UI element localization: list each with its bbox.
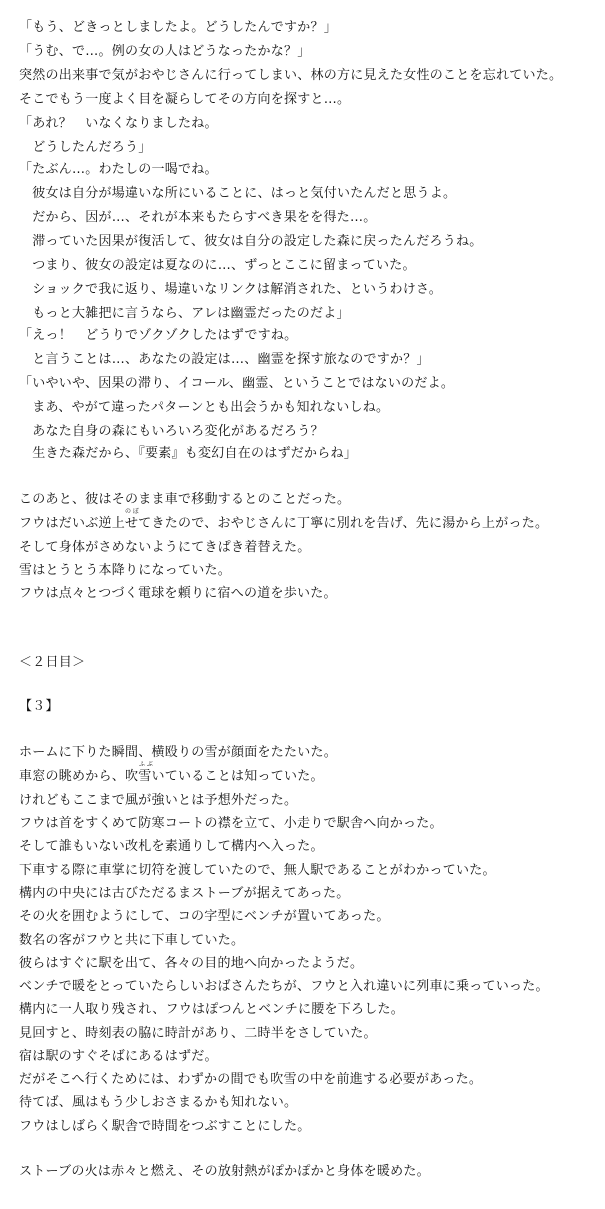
text-line: 彼女は自分が場違いな所にいることに、はっと気付いたんだと思うよ。 xyxy=(19,186,457,201)
text-line: そして誰もいない改札を素通りして構内へ入った。 xyxy=(19,839,324,854)
text-line: そして身体がさめないようにてきぱき着替えた。 xyxy=(19,540,311,555)
ruby-annotation: の ぼ xyxy=(125,508,139,515)
text-line: あなた自身の森にもいろいろ変化があるだろう？ xyxy=(19,424,324,439)
text-line: 彼らはすぐに駅を出て、各々の目的地へ向かったようだ。 xyxy=(19,956,364,971)
text-line: だから、因が…、それが本来もたらすべき果をを得た…。 xyxy=(19,210,377,225)
text-line: 「あれ？ いなくなりましたね。 xyxy=(19,116,218,131)
text-line: 滞っていた因果が復活して、彼女は自分の設定した森に戻ったんだろうね。 xyxy=(19,234,483,249)
text-line: 構内に一人取り残され、フウはぽつんとベンチに腰を下ろした。 xyxy=(19,1002,405,1017)
text-line: 「たぶん…。わたしの一喝でね。 xyxy=(19,162,218,177)
text-line: 生きた森だから、『要素』も変幻自在のはずだからね」 xyxy=(19,446,358,461)
text-line: その火を囲むようにして、コの字型にベンチが置いてあった。 xyxy=(19,909,390,924)
text-line: 宿は駅のすぐそばにあるはずだ。 xyxy=(19,1049,218,1064)
text-line: フウは首をすくめて防寒コートの襟を立て、小走りで駅舎へ向かった。 xyxy=(19,816,443,831)
text-line: 下車する際に車掌に切符を渡していたので、無人駅であることがわかっていた。 xyxy=(19,863,496,878)
text-line: 構内の中央には古びただるまストーブが据えてあった。 xyxy=(19,886,350,901)
text-line: つまり、彼女の設定は夏なのに…、ずっとここに留まっていた。 xyxy=(19,258,416,273)
text-line: 雪はとうとう本降りになっていた。 xyxy=(19,563,232,578)
text-line: と言うことは…、あなたの設定は…、幽霊を探す旅なのですか？」 xyxy=(19,352,430,367)
text-line: 数名の客がフウと共に下車していた。 xyxy=(19,933,245,948)
text-line: だがそこへ行くためには、わずかの間でも吹雪の中を前進する必要があった。 xyxy=(19,1072,483,1087)
text-line: けれどもここまで風が強いとは予想外だった。 xyxy=(19,793,298,808)
text-line: 見回すと、時刻表の脇に時計があり、二時半をさしていた。 xyxy=(19,1026,377,1041)
section-heading-chapter: 【３】 xyxy=(19,699,59,714)
text-line: そこでもう一度よく目を凝らしてその方向を探すと…。 xyxy=(19,92,351,107)
text-line: ベンチで暖をとっていたらしいおばさんたちが、フウと入れ違いに列車に乗っていった。 xyxy=(19,979,549,994)
text-line: フウは点々とつづく電球を頼りに宿への道を歩いた。 xyxy=(19,586,337,601)
text-line: もっと大雑把に言うなら、アレは幽霊だったのだよ」 xyxy=(19,306,350,321)
text-line: 「いやいや、因果の滞り、イコール、幽霊、ということではないのだよ。 xyxy=(19,376,455,391)
text-line: フウはだいぶ逆上せてきたので、おやじさんに丁寧に別れを告げ、先に湯から上がった。 xyxy=(19,516,549,531)
text-line: 待てば、風はもう少しおさまるかも知れない。 xyxy=(19,1095,298,1110)
text-line: 「えっ！ どうりでゾクゾクしたはずですね。 xyxy=(19,328,298,343)
ruby-annotation: ふ ぶ xyxy=(139,761,153,768)
text-line: どうしたんだろう」 xyxy=(19,140,152,155)
text-line: フウはしばらく駅舎で時間をつぶすことにした。 xyxy=(19,1119,311,1134)
text-line: 「もう、どきっとしましたよ。どうしたんですか？」 xyxy=(19,20,338,35)
text-line: ショックで我に返り、場違いなリンクは解消された、というわけさ。 xyxy=(19,282,442,297)
text-line: まあ、やがて違ったパターンとも出会うかも知れないしね。 xyxy=(19,400,390,415)
text-line: 車窓の眺めから、吹雪いていることは知っていた。 xyxy=(19,769,324,784)
section-heading-day: ＜２日目＞ xyxy=(19,655,86,670)
text-line: 「うむ、で…。例の女の人はどうなったかな？」 xyxy=(19,44,311,59)
text-line: このあと、彼はそのまま車で移動するとのことだった。 xyxy=(19,492,351,507)
text-line: ストーブの火は赤々と燃え、その放射熱がぽかぽかと身体を暖めた。 xyxy=(19,1164,430,1179)
text-line: 突然の出来事で気がおやじさんに行ってしまい、林の方に見えた女性のことを忘れていた。 xyxy=(19,68,563,83)
text-line: ホームに下りた瞬間、横殴りの雪が顔面をたたいた。 xyxy=(19,745,338,760)
